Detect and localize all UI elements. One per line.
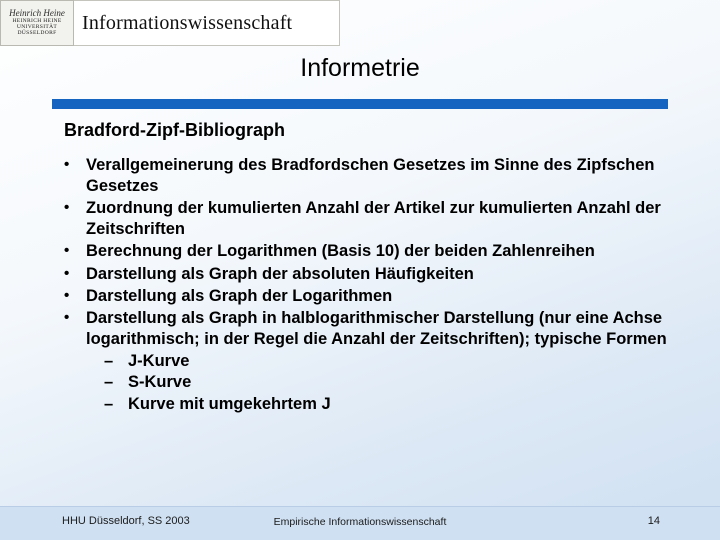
sub-list-item xyxy=(104,351,684,372)
bullet-marker-icon: • xyxy=(64,156,70,173)
list-item-label: Berechnung der Logarithmen (Basis 10) der beiden Zahlenreihen xyxy=(86,242,595,261)
crest-line-1: HEINRICH HEINE xyxy=(12,18,62,25)
bullet-marker-icon: • xyxy=(64,242,70,260)
list-item xyxy=(64,286,684,307)
footer-lecture-title: Empirische Informationswissenschaft xyxy=(273,516,447,528)
crest-line-2: UNIVERSITÄT xyxy=(16,24,58,31)
bullet-marker-icon: • xyxy=(64,286,70,304)
dash-marker-icon: – xyxy=(104,373,114,392)
department-title-box xyxy=(74,0,340,46)
sub-bullet-list xyxy=(104,351,684,415)
sub-list-item-label: S-Kurve xyxy=(128,373,192,392)
bullet-marker-icon: • xyxy=(64,264,70,282)
crest-line-3: DÜSSELDORF xyxy=(17,30,57,37)
list-item xyxy=(64,241,684,262)
list-item xyxy=(64,308,684,350)
list-item-label: Darstellung als Graph in halblogarithmischer Darstellung (nur eine Achse logarithmisch; in der Regel die Anzahl der Zeitschriften); typische Formen xyxy=(86,308,667,348)
section-subtitle: Bradford-Zipf-Bibliograph xyxy=(64,120,285,140)
page-title: Informetrie xyxy=(300,54,420,82)
list-item-label: Darstellung als Graph der Logarithmen xyxy=(86,286,393,305)
list-item-label: Zuordnung der kumulierten Anzahl der Artikel zur kumulierten Anzahl der Zeitschriften xyxy=(86,199,661,239)
bullet-marker-icon: • xyxy=(64,308,70,326)
list-item-label: Darstellung als Graph der absoluten Häufigkeiten xyxy=(86,264,474,283)
slide-footer xyxy=(0,506,720,540)
list-item xyxy=(64,264,684,285)
sub-list-item-label: Kurve mit umgekehrtem J xyxy=(128,394,331,413)
list-item xyxy=(64,155,684,197)
crest-signature: Heinrich Heine xyxy=(9,7,65,18)
sub-list-item xyxy=(104,394,684,415)
header-logo-band xyxy=(0,0,340,46)
page-number: 14 xyxy=(647,515,660,527)
list-item xyxy=(64,198,684,240)
bullet-list xyxy=(64,155,684,415)
footer-course-info: HHU Düsseldorf, SS 2003 xyxy=(62,515,190,527)
bullet-marker-icon: • xyxy=(64,199,70,217)
title-divider xyxy=(52,99,668,109)
university-crest-logo xyxy=(0,0,74,46)
sub-list-item-label: J-Kurve xyxy=(128,351,190,370)
dash-marker-icon: – xyxy=(104,351,114,370)
dash-marker-icon: – xyxy=(104,394,114,413)
sub-list-item xyxy=(104,372,684,393)
list-item-label: Verallgemeinerung des Bradfordschen Gesetzes im Sinne des Zipfschen Gesetzes xyxy=(86,156,655,196)
department-name: Informationswissenschaft xyxy=(82,11,293,34)
